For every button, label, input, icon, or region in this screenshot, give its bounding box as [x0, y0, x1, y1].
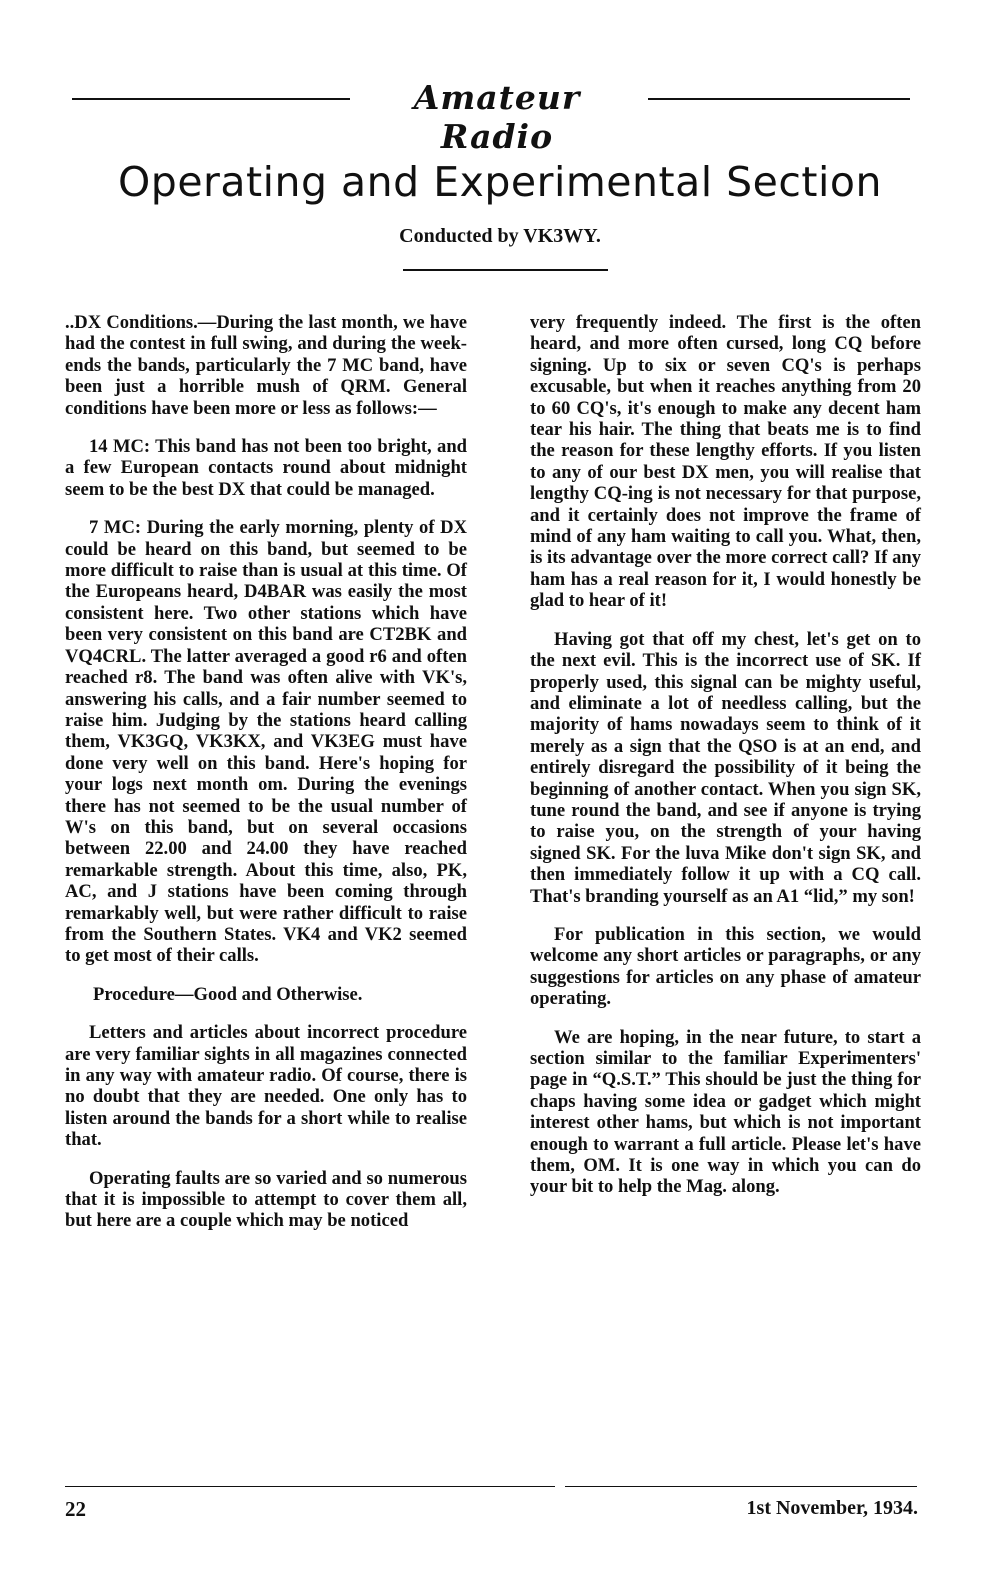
paragraph-letters: Letters and articles about incorrect procedure are very familiar sights in all magazines connected in any way with amateur radio. Of course, there is no doubt that they are needed. One only has to listen around the bands for a short while to realise that. [65, 1022, 467, 1151]
paragraph-operating-faults: Operating faults are so varied and so numerous that it is impossible to attempt to cover them all, but here are a couple which may be noticed [65, 1167, 467, 1232]
paragraph-sk: Having got that off my chest, let's get on to the next evil. This is the incorrect use of SK. If properly used, this signal can be mighty useful, and eliminate a lot of needless calling, but the majority of hams nowadays seem to think of it merely as a sign that the QSO is at an end, and entirely disregard the possibility of it being the beginning of another contact. When you sign SK, tune round the band, and see if anyone is trying to raise you, on the strength of your having signed SK. For the luva Mike don't sign SK, and then immediately follow it up with a CQ call. That's branding yourself as an A1 “lid,” my son! [530, 628, 921, 907]
paragraph-long-cq: very frequently indeed. The first is the often heard, and more often cursed, long CQ before signing. Up to six or seven CQ's is perhaps excusable, but when it reaches anything from 20 to 60 CQ's, it's enough to make any decent ham tear his hair. The thing that beats me is to find the reason for these lengthy efforts. If you listen to any of our best DX men, you will realise that lengthy CQ-ing is not necessary for that purpose, and it certainly does not improve the frame of mind of any ham waiting to call you. What, then, is its advantage over the more correct call? If any ham has a real reason for it, I would honestly be glad to hear of it! [530, 312, 921, 612]
right-column [530, 312, 921, 1215]
byline: Conducted by VK3WY. [399, 225, 601, 247]
masthead-rule-right [648, 98, 910, 100]
left-column [65, 312, 467, 1249]
paragraph-14mc: 14 MC: This band has not been too bright, and a few European contacts round about midnight seem to be the best DX that could be managed. [65, 436, 467, 500]
magazine-logo: Amateur Radio [413, 78, 581, 156]
paragraph-dx-conditions [65, 312, 467, 419]
paragraph-7mc: 7 MC: During the early morning, plenty of DX could be heard on this band, but seemed to be more difficult to raise than is usual at this time. Of the Europeans heard, D4BAR was easily the most consistent here. Two other stations which have been very consistent on this band are CT2BK and VQ4CRL. The latter averaged a good r6 and often reached r8. The band was often alive with VK's, answering his calls, and a fair number seemed to raise him. Judging by the stations heard calling them, VK3GQ, VK3KX, and VK3EG must have done very well on this band. Here's hoping for your logs next month om. During the evenings there has not seemed to be the usual number of W's on this band, but on several occasions between 22.00 and 24.00 they have reached remarkable strength. About this time, also, PK, AC, and J stations have been coming through remarkably well, but were rather difficult to raise from the Southern States. VK4 and VK2 seemed to get most of their calls. [65, 517, 467, 967]
issue-date: 1st November, 1934. [746, 1497, 918, 1519]
masthead [72, 78, 910, 156]
masthead-rule-left [72, 98, 350, 100]
footer-rule-right [565, 1486, 917, 1487]
procedure-heading: Procedure—Good and Otherwise. [93, 983, 363, 1005]
footer-rule-left [65, 1486, 555, 1487]
section-title: Operating and Experimental Section [118, 158, 882, 206]
paragraph-publication: For publication in this section, we would welcome any short articles or paragraphs, or any suggestions for articles on any phase of amateur operating. [530, 923, 921, 1010]
dx-conditions-text: —During the last month, we have had the contest in full swing, and during the week-ends the bands, particularly the 7 MC band, have been just a horrible mush of QRM. General conditions have been more or less as follows:— [65, 312, 467, 419]
page-number: 22 [65, 1497, 86, 1521]
dx-conditions-lead: ..DX Conditions. [65, 312, 198, 333]
paragraph-experimenters: We are hoping, in the near future, to start a section similar to the familiar Experimenters' page in “Q.S.T.” This should be just the thing for chaps having some idea or gadget which might interest other hams, but which is not important enough to warrant a full article. Please let's have them, OM. It is one way in which you can do your bit to help the Mag. along. [530, 1026, 921, 1198]
title-divider [403, 269, 608, 271]
